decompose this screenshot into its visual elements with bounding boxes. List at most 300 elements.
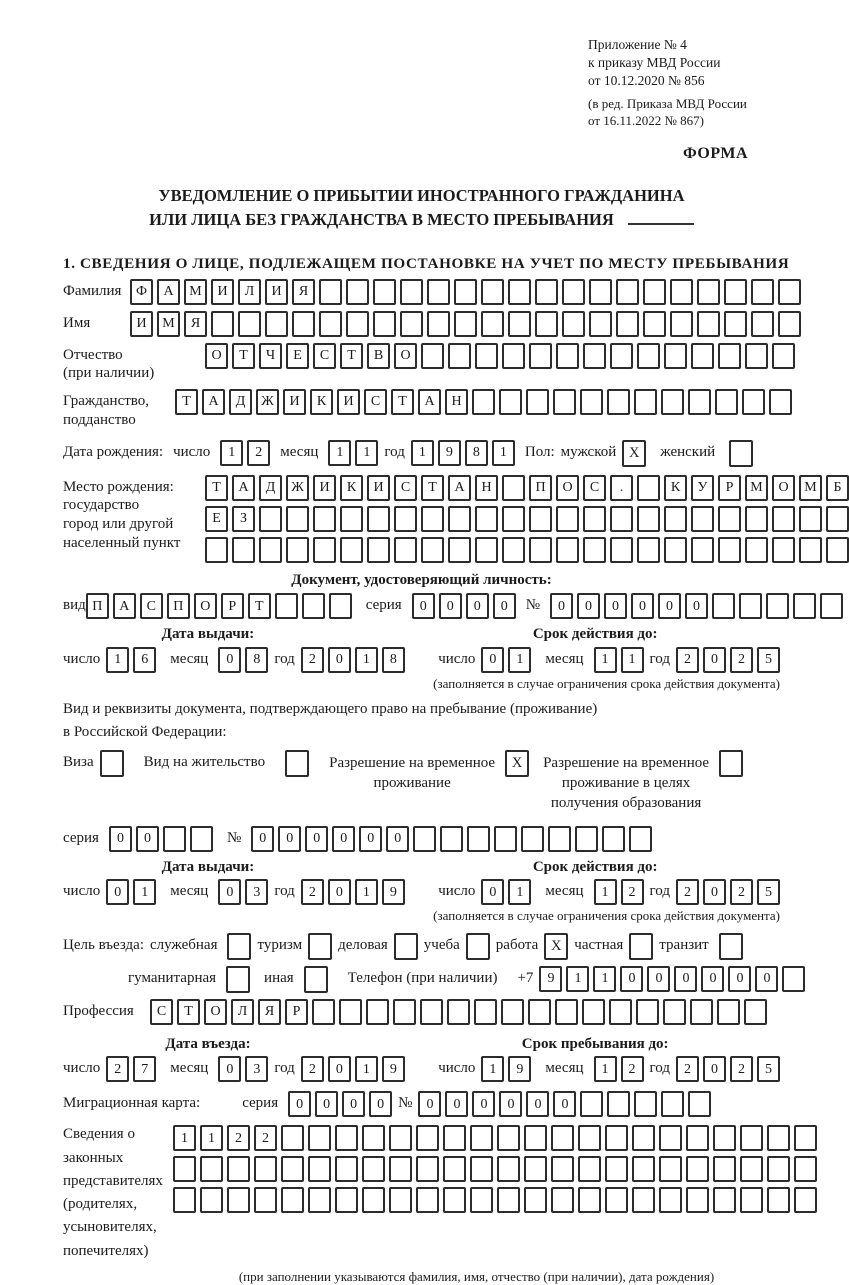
identity-doc-kind-cells[interactable] — [86, 593, 352, 619]
char-cell[interactable] — [664, 537, 687, 563]
char-cell[interactable]: 1 — [508, 647, 531, 673]
char-cell[interactable]: 0 — [251, 826, 274, 852]
char-cell[interactable]: Р — [285, 999, 308, 1025]
char-cell[interactable] — [717, 999, 740, 1025]
char-cell[interactable] — [200, 1156, 223, 1182]
purpose-option-checkbox[interactable] — [466, 933, 490, 960]
birth-date-year-cells[interactable] — [411, 440, 515, 466]
char-cell[interactable]: К — [310, 389, 333, 415]
char-cell[interactable]: 9 — [382, 879, 405, 905]
char-cell[interactable] — [362, 1125, 385, 1151]
char-cell[interactable] — [664, 506, 687, 532]
char-cell[interactable]: 1 — [593, 966, 616, 992]
char-cell[interactable] — [772, 343, 795, 369]
char-cell[interactable]: М — [184, 279, 207, 305]
entry-year-cells[interactable] — [301, 1056, 405, 1082]
char-cell[interactable] — [346, 279, 369, 305]
char-cell[interactable]: П — [167, 593, 190, 619]
char-cell[interactable]: Я — [184, 311, 207, 337]
char-cell[interactable] — [254, 1187, 277, 1213]
char-cell[interactable]: 9 — [539, 966, 562, 992]
char-cell[interactable]: С — [313, 343, 336, 369]
char-cell[interactable] — [634, 389, 657, 415]
char-cell[interactable]: 0 — [703, 1056, 726, 1082]
char-cell[interactable] — [766, 593, 789, 619]
char-cell[interactable]: С — [583, 475, 606, 501]
char-cell[interactable] — [583, 537, 606, 563]
char-cell[interactable] — [794, 1187, 817, 1213]
char-cell[interactable]: 5 — [757, 1056, 780, 1082]
representatives-cells-row3[interactable] — [173, 1187, 817, 1213]
char-cell[interactable] — [772, 537, 795, 563]
char-cell[interactable] — [688, 1091, 711, 1117]
char-cell[interactable]: 1 — [411, 440, 434, 466]
char-cell[interactable] — [767, 1125, 790, 1151]
char-cell[interactable] — [739, 593, 762, 619]
char-cell[interactable] — [718, 506, 741, 532]
char-cell[interactable]: 1 — [621, 647, 644, 673]
char-cell[interactable]: К — [664, 475, 687, 501]
stay-until-month-cells[interactable] — [594, 1056, 644, 1082]
sex-female-checkbox[interactable] — [729, 440, 753, 467]
char-cell[interactable] — [793, 593, 816, 619]
char-cell[interactable] — [580, 1091, 603, 1117]
char-cell[interactable] — [607, 1091, 630, 1117]
char-cell[interactable] — [416, 1156, 439, 1182]
char-cell[interactable] — [481, 279, 504, 305]
char-cell[interactable]: 2 — [301, 879, 324, 905]
purpose-option-checkbox[interactable] — [394, 933, 418, 960]
char-cell[interactable] — [163, 826, 186, 852]
char-cell[interactable] — [659, 1156, 682, 1182]
char-cell[interactable]: 0 — [328, 647, 351, 673]
char-cell[interactable] — [575, 826, 598, 852]
char-cell[interactable] — [335, 1125, 358, 1151]
representatives-cells-row2[interactable] — [173, 1156, 817, 1182]
char-cell[interactable] — [820, 593, 843, 619]
char-cell[interactable] — [529, 537, 552, 563]
char-cell[interactable] — [281, 1187, 304, 1213]
char-cell[interactable] — [799, 537, 822, 563]
char-cell[interactable] — [772, 506, 795, 532]
char-cell[interactable]: О — [394, 343, 417, 369]
char-cell[interactable] — [556, 506, 579, 532]
char-cell[interactable]: 0 — [499, 1091, 522, 1117]
char-cell[interactable]: А — [202, 389, 225, 415]
char-cell[interactable] — [686, 1125, 709, 1151]
char-cell[interactable] — [556, 537, 579, 563]
char-cell[interactable] — [583, 343, 606, 369]
char-cell[interactable] — [339, 999, 362, 1025]
char-cell[interactable] — [794, 1156, 817, 1182]
char-cell[interactable]: М — [745, 475, 768, 501]
char-cell[interactable]: 2 — [676, 879, 699, 905]
char-cell[interactable] — [609, 999, 632, 1025]
char-cell[interactable] — [529, 343, 552, 369]
surname-cells[interactable] — [130, 279, 801, 305]
identity-doc-series-cells[interactable] — [412, 593, 516, 619]
issue-month-cells[interactable] — [218, 647, 268, 673]
char-cell[interactable] — [470, 1187, 493, 1213]
char-cell[interactable] — [562, 279, 585, 305]
char-cell[interactable] — [637, 537, 660, 563]
char-cell[interactable] — [467, 826, 490, 852]
char-cell[interactable]: И — [283, 389, 306, 415]
stay-expiry-month-cells[interactable] — [594, 879, 644, 905]
char-cell[interactable] — [826, 537, 849, 563]
stay-issue-year-cells[interactable] — [301, 879, 405, 905]
char-cell[interactable]: Н — [445, 389, 468, 415]
char-cell[interactable]: 2 — [676, 1056, 699, 1082]
entry-month-cells[interactable] — [218, 1056, 268, 1082]
char-cell[interactable]: 1 — [355, 440, 378, 466]
purpose-option-checkbox[interactable] — [227, 933, 251, 960]
char-cell[interactable] — [227, 1187, 250, 1213]
char-cell[interactable]: 0 — [701, 966, 724, 992]
char-cell[interactable]: А — [157, 279, 180, 305]
char-cell[interactable] — [690, 999, 713, 1025]
char-cell[interactable] — [232, 537, 255, 563]
char-cell[interactable] — [782, 966, 805, 992]
stay-doc-number-cells[interactable] — [251, 826, 652, 852]
char-cell[interactable]: 1 — [594, 879, 617, 905]
char-cell[interactable] — [389, 1156, 412, 1182]
char-cell[interactable]: 2 — [621, 879, 644, 905]
char-cell[interactable] — [826, 506, 849, 532]
char-cell[interactable] — [254, 1156, 277, 1182]
char-cell[interactable]: 1 — [328, 440, 351, 466]
char-cell[interactable]: А — [232, 475, 255, 501]
char-cell[interactable]: О — [194, 593, 217, 619]
char-cell[interactable] — [173, 1187, 196, 1213]
char-cell[interactable] — [769, 389, 792, 415]
char-cell[interactable]: 0 — [328, 1056, 351, 1082]
char-cell[interactable] — [448, 506, 471, 532]
char-cell[interactable]: . — [610, 475, 633, 501]
char-cell[interactable]: 1 — [173, 1125, 196, 1151]
char-cell[interactable]: 2 — [301, 1056, 324, 1082]
char-cell[interactable]: 3 — [245, 879, 268, 905]
char-cell[interactable]: Р — [718, 475, 741, 501]
char-cell[interactable]: 2 — [106, 1056, 129, 1082]
char-cell[interactable] — [335, 1156, 358, 1182]
char-cell[interactable] — [745, 506, 768, 532]
purpose-option-checkbox[interactable] — [304, 966, 328, 993]
char-cell[interactable] — [562, 311, 585, 337]
char-cell[interactable]: И — [211, 279, 234, 305]
char-cell[interactable]: В — [367, 343, 390, 369]
char-cell[interactable]: 0 — [493, 593, 516, 619]
char-cell[interactable] — [319, 311, 342, 337]
char-cell[interactable] — [508, 279, 531, 305]
birth-date-month-cells[interactable] — [328, 440, 378, 466]
char-cell[interactable]: 0 — [466, 593, 489, 619]
char-cell[interactable] — [521, 826, 544, 852]
char-cell[interactable] — [535, 311, 558, 337]
char-cell[interactable]: 3 — [245, 1056, 268, 1082]
char-cell[interactable]: П — [86, 593, 109, 619]
profession-cells[interactable] — [150, 999, 767, 1025]
char-cell[interactable]: 0 — [526, 1091, 549, 1117]
char-cell[interactable] — [632, 1125, 655, 1151]
char-cell[interactable]: 0 — [553, 1091, 576, 1117]
char-cell[interactable] — [440, 826, 463, 852]
char-cell[interactable] — [605, 1125, 628, 1151]
char-cell[interactable]: 2 — [227, 1125, 250, 1151]
char-cell[interactable] — [686, 1187, 709, 1213]
purpose-option-checkbox[interactable] — [629, 933, 653, 960]
char-cell[interactable]: 5 — [757, 879, 780, 905]
stay-until-year-cells[interactable] — [676, 1056, 780, 1082]
char-cell[interactable] — [578, 1187, 601, 1213]
char-cell[interactable] — [416, 1187, 439, 1213]
char-cell[interactable] — [535, 279, 558, 305]
char-cell[interactable] — [744, 999, 767, 1025]
char-cell[interactable] — [712, 593, 735, 619]
char-cell[interactable] — [715, 389, 738, 415]
char-cell[interactable] — [497, 1156, 520, 1182]
char-cell[interactable]: 0 — [577, 593, 600, 619]
char-cell[interactable] — [555, 999, 578, 1025]
char-cell[interactable]: 0 — [412, 593, 435, 619]
char-cell[interactable]: 0 — [550, 593, 573, 619]
char-cell[interactable] — [740, 1125, 763, 1151]
char-cell[interactable]: М — [799, 475, 822, 501]
edu-permit-checkbox[interactable] — [719, 750, 743, 777]
char-cell[interactable] — [643, 279, 666, 305]
char-cell[interactable] — [502, 343, 525, 369]
char-cell[interactable]: 1 — [492, 440, 515, 466]
char-cell[interactable]: Т — [248, 593, 271, 619]
char-cell[interactable] — [275, 593, 298, 619]
char-cell[interactable]: 0 — [631, 593, 654, 619]
char-cell[interactable] — [340, 506, 363, 532]
char-cell[interactable] — [308, 1156, 331, 1182]
char-cell[interactable]: А — [448, 475, 471, 501]
char-cell[interactable]: 1 — [133, 879, 156, 905]
char-cell[interactable] — [308, 1187, 331, 1213]
char-cell[interactable]: С — [150, 999, 173, 1025]
char-cell[interactable] — [373, 311, 396, 337]
char-cell[interactable] — [448, 537, 471, 563]
char-cell[interactable] — [474, 999, 497, 1025]
purpose-option-checkbox[interactable] — [226, 966, 250, 993]
patronymic-cells[interactable] — [205, 343, 795, 369]
char-cell[interactable]: 0 — [604, 593, 627, 619]
char-cell[interactable] — [340, 537, 363, 563]
char-cell[interactable] — [205, 537, 228, 563]
representatives-cells-row1[interactable] — [173, 1125, 817, 1151]
char-cell[interactable]: О — [772, 475, 795, 501]
char-cell[interactable]: 0 — [481, 647, 504, 673]
char-cell[interactable] — [259, 537, 282, 563]
char-cell[interactable] — [713, 1187, 736, 1213]
char-cell[interactable]: Т — [421, 475, 444, 501]
char-cell[interactable] — [551, 1187, 574, 1213]
char-cell[interactable] — [551, 1156, 574, 1182]
char-cell[interactable] — [637, 506, 660, 532]
char-cell[interactable]: 1 — [481, 1056, 504, 1082]
char-cell[interactable] — [362, 1187, 385, 1213]
char-cell[interactable] — [663, 999, 686, 1025]
residence-permit-checkbox[interactable] — [285, 750, 309, 777]
char-cell[interactable]: 2 — [247, 440, 270, 466]
char-cell[interactable] — [494, 826, 517, 852]
birth-place-cells-row1[interactable] — [205, 475, 849, 501]
char-cell[interactable] — [713, 1125, 736, 1151]
char-cell[interactable]: 8 — [245, 647, 268, 673]
char-cell[interactable]: 9 — [382, 1056, 405, 1082]
char-cell[interactable] — [740, 1156, 763, 1182]
char-cell[interactable] — [616, 311, 639, 337]
char-cell[interactable] — [499, 389, 522, 415]
char-cell[interactable] — [778, 279, 801, 305]
char-cell[interactable]: О — [204, 999, 227, 1025]
char-cell[interactable] — [190, 826, 213, 852]
stay-doc-series-cells[interactable] — [109, 826, 213, 852]
char-cell[interactable] — [524, 1125, 547, 1151]
visa-checkbox[interactable] — [100, 750, 124, 777]
char-cell[interactable]: 0 — [218, 647, 241, 673]
char-cell[interactable]: 9 — [438, 440, 461, 466]
char-cell[interactable] — [394, 506, 417, 532]
char-cell[interactable] — [366, 999, 389, 1025]
char-cell[interactable] — [502, 506, 525, 532]
char-cell[interactable] — [173, 1156, 196, 1182]
char-cell[interactable]: 1 — [594, 1056, 617, 1082]
char-cell[interactable] — [529, 506, 552, 532]
char-cell[interactable]: 0 — [703, 879, 726, 905]
char-cell[interactable]: Т — [340, 343, 363, 369]
phone-cells[interactable] — [539, 966, 805, 992]
char-cell[interactable]: 2 — [621, 1056, 644, 1082]
char-cell[interactable]: 5 — [757, 647, 780, 673]
char-cell[interactable]: Т — [205, 475, 228, 501]
birth-date-day-cells[interactable] — [220, 440, 270, 466]
char-cell[interactable]: О — [556, 475, 579, 501]
char-cell[interactable]: Я — [258, 999, 281, 1025]
char-cell[interactable] — [508, 311, 531, 337]
char-cell[interactable] — [745, 343, 768, 369]
char-cell[interactable] — [767, 1187, 790, 1213]
char-cell[interactable] — [286, 537, 309, 563]
char-cell[interactable] — [329, 593, 352, 619]
char-cell[interactable]: Л — [231, 999, 254, 1025]
char-cell[interactable] — [454, 311, 477, 337]
char-cell[interactable]: 7 — [133, 1056, 156, 1082]
char-cell[interactable] — [470, 1156, 493, 1182]
char-cell[interactable] — [472, 389, 495, 415]
char-cell[interactable] — [610, 506, 633, 532]
char-cell[interactable] — [394, 537, 417, 563]
char-cell[interactable]: 0 — [305, 826, 328, 852]
char-cell[interactable] — [794, 1125, 817, 1151]
char-cell[interactable] — [659, 1187, 682, 1213]
char-cell[interactable] — [602, 826, 625, 852]
char-cell[interactable] — [389, 1187, 412, 1213]
char-cell[interactable] — [346, 311, 369, 337]
citizenship-cells[interactable] — [175, 389, 792, 415]
char-cell[interactable] — [400, 279, 423, 305]
char-cell[interactable]: С — [394, 475, 417, 501]
char-cell[interactable] — [607, 389, 630, 415]
char-cell[interactable] — [659, 1125, 682, 1151]
stay-expiry-day-cells[interactable] — [481, 879, 531, 905]
char-cell[interactable]: К — [340, 475, 363, 501]
char-cell[interactable] — [778, 311, 801, 337]
char-cell[interactable]: Т — [391, 389, 414, 415]
expiry-day-cells[interactable] — [481, 647, 531, 673]
char-cell[interactable] — [583, 506, 606, 532]
char-cell[interactable]: 0 — [418, 1091, 441, 1117]
stay-expiry-year-cells[interactable] — [676, 879, 780, 905]
char-cell[interactable]: 0 — [278, 826, 301, 852]
char-cell[interactable]: Ч — [259, 343, 282, 369]
char-cell[interactable]: 0 — [647, 966, 670, 992]
char-cell[interactable] — [319, 279, 342, 305]
char-cell[interactable] — [610, 343, 633, 369]
char-cell[interactable] — [502, 537, 525, 563]
stay-issue-month-cells[interactable] — [218, 879, 268, 905]
char-cell[interactable] — [367, 506, 390, 532]
char-cell[interactable]: 1 — [355, 1056, 378, 1082]
char-cell[interactable] — [589, 279, 612, 305]
char-cell[interactable] — [610, 537, 633, 563]
char-cell[interactable] — [443, 1156, 466, 1182]
char-cell[interactable]: А — [113, 593, 136, 619]
char-cell[interactable] — [799, 506, 822, 532]
temp-permit-checkbox[interactable]: X — [505, 750, 529, 777]
char-cell[interactable] — [373, 279, 396, 305]
char-cell[interactable]: 1 — [200, 1125, 223, 1151]
char-cell[interactable] — [475, 537, 498, 563]
char-cell[interactable] — [286, 506, 309, 532]
char-cell[interactable]: 1 — [220, 440, 243, 466]
char-cell[interactable]: Т — [175, 389, 198, 415]
char-cell[interactable] — [661, 389, 684, 415]
char-cell[interactable] — [265, 311, 288, 337]
char-cell[interactable]: Д — [229, 389, 252, 415]
char-cell[interactable]: 1 — [508, 879, 531, 905]
char-cell[interactable] — [616, 279, 639, 305]
char-cell[interactable]: 0 — [218, 1056, 241, 1082]
char-cell[interactable] — [643, 311, 666, 337]
identity-doc-number-cells[interactable] — [550, 593, 843, 619]
char-cell[interactable] — [670, 279, 693, 305]
expiry-year-cells[interactable] — [676, 647, 780, 673]
char-cell[interactable] — [211, 311, 234, 337]
birth-place-cells-row3[interactable] — [205, 537, 849, 563]
char-cell[interactable] — [767, 1156, 790, 1182]
char-cell[interactable]: 8 — [382, 647, 405, 673]
char-cell[interactable] — [740, 1187, 763, 1213]
char-cell[interactable] — [632, 1187, 655, 1213]
char-cell[interactable]: 0 — [342, 1091, 365, 1117]
char-cell[interactable] — [751, 279, 774, 305]
char-cell[interactable]: 6 — [133, 647, 156, 673]
char-cell[interactable]: Ф — [130, 279, 153, 305]
char-cell[interactable]: О — [205, 343, 228, 369]
char-cell[interactable] — [548, 826, 571, 852]
char-cell[interactable] — [691, 343, 714, 369]
char-cell[interactable] — [582, 999, 605, 1025]
char-cell[interactable] — [664, 343, 687, 369]
char-cell[interactable]: 0 — [728, 966, 751, 992]
char-cell[interactable] — [475, 506, 498, 532]
char-cell[interactable] — [313, 537, 336, 563]
char-cell[interactable]: Б — [826, 475, 849, 501]
char-cell[interactable] — [501, 999, 524, 1025]
